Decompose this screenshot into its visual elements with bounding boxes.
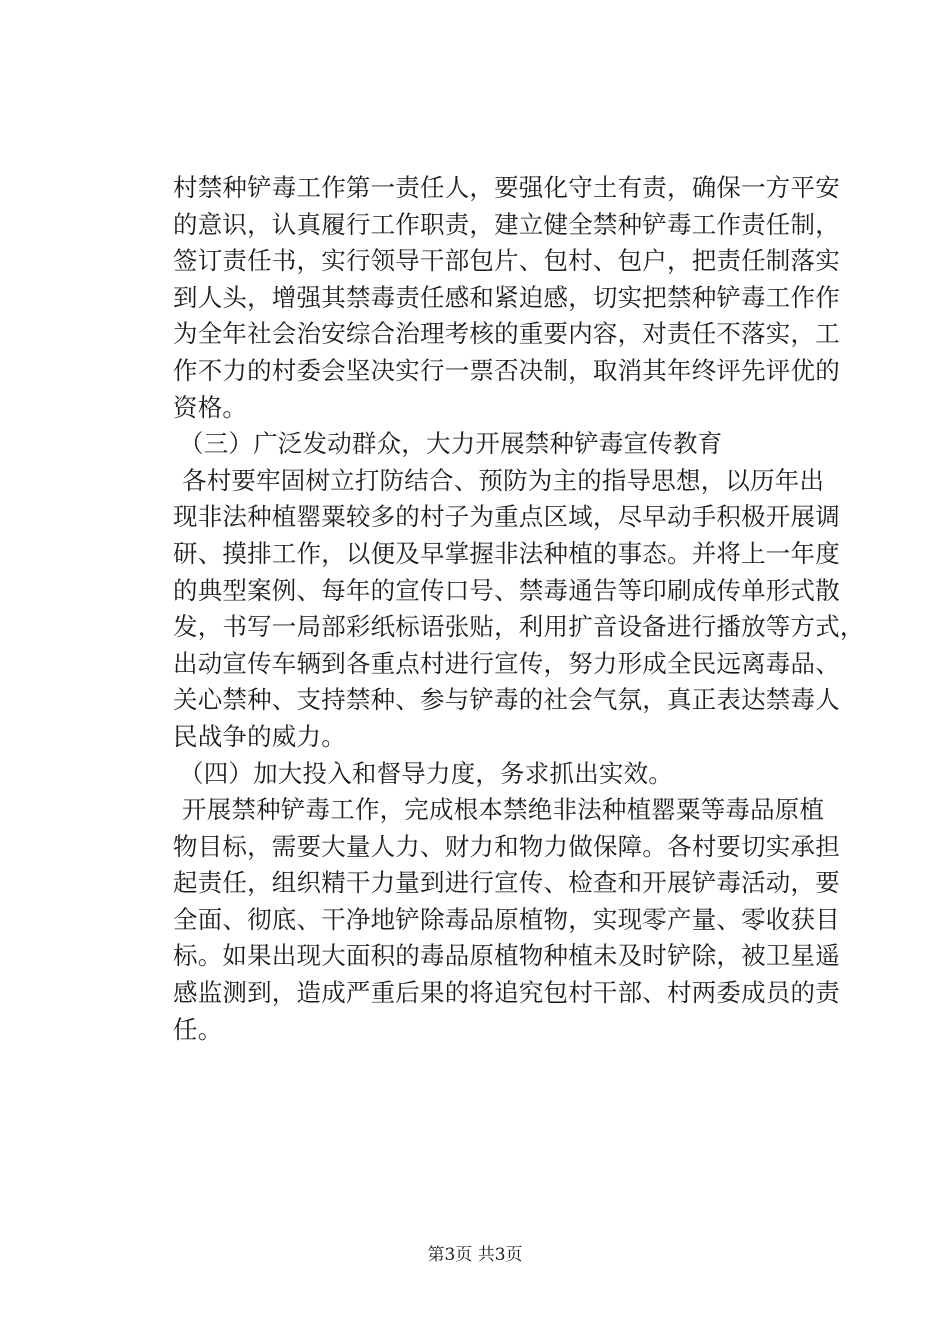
body-line: 现非法种植罂粟较多的村子为重点区域，尽早动手积极开展调 [173, 502, 840, 532]
body-line: 关心禁种、支持禁种、参与铲毒的社会气氛，真正表达禁毒人 [173, 685, 840, 715]
body-line: 出动宣传车辆到各重点村进行宣传，努力形成全民远离毒品、 [173, 648, 840, 678]
body-line: 资格。 [173, 392, 248, 422]
body-line: 发，书写一局部彩纸标语张贴，利用扩音设备进行播放等方式， [173, 612, 865, 642]
body-line: 民战争的威力。 [173, 721, 346, 751]
body-line: 起责任，组织精干力量到进行宣传、检查和开展铲毒活动，要 [173, 868, 840, 898]
body-line: 作不力的村委会坚决实行一票否决制，取消其年终评先评优的 [173, 355, 840, 385]
body-line: 村禁种铲毒工作第一责任人，要强化守土有责，确保一方平安 [173, 173, 840, 202]
body-line: 的典型案例、每年的宣传口号、禁毒通告等印刷成传单形式散 [173, 575, 840, 605]
body-line: 为全年社会治安综合治理考核的重要内容，对责任不落实，工 [173, 319, 840, 349]
body-line: 物目标，需要大量人力、财力和物力做保障。各村要切实承担 [173, 831, 840, 861]
body-line: 感监测到，造成严重后果的将追究包村干部、村两委成员的责 [173, 978, 840, 1008]
body-line: 研、摸排工作，以便及早掌握非法种植的事态。并将上一年度 [173, 538, 840, 568]
paragraph-first-line: 各村要牢固树立打防结合、预防为主的指导思想，以历年出 [182, 465, 825, 495]
page-footer: 第3页 共3页 [427, 1245, 523, 1265]
paragraph-first-line: 开展禁种铲毒工作，完成根本禁绝非法种植罂粟等毒品原植 [182, 795, 825, 825]
body-line: 标。如果出现大面积的毒品原植物种植未及时铲除，被卫星遥 [173, 941, 840, 971]
body-line: 的意识，认真履行工作职责，建立健全禁种铲毒工作责任制， [173, 209, 840, 239]
body-line: 任。 [173, 1014, 223, 1044]
body-line: 签订责任书，实行领导干部包片、包村、包户，把责任制落实 [173, 246, 840, 276]
section-heading: （四）加大投入和督导力度，务求抓出实效。 [179, 758, 673, 788]
document-body [173, 170, 865, 1048]
section-heading: （三）广泛发动群众，大力开展禁种铲毒宣传教育 [179, 429, 723, 459]
body-line: 全面、彻底、干净地铲除毒品原植物，实现零产量、零收获目 [173, 904, 840, 934]
body-line: 到人头，增强其禁毒责任感和紧迫感，切实把禁种铲毒工作作 [173, 282, 840, 312]
